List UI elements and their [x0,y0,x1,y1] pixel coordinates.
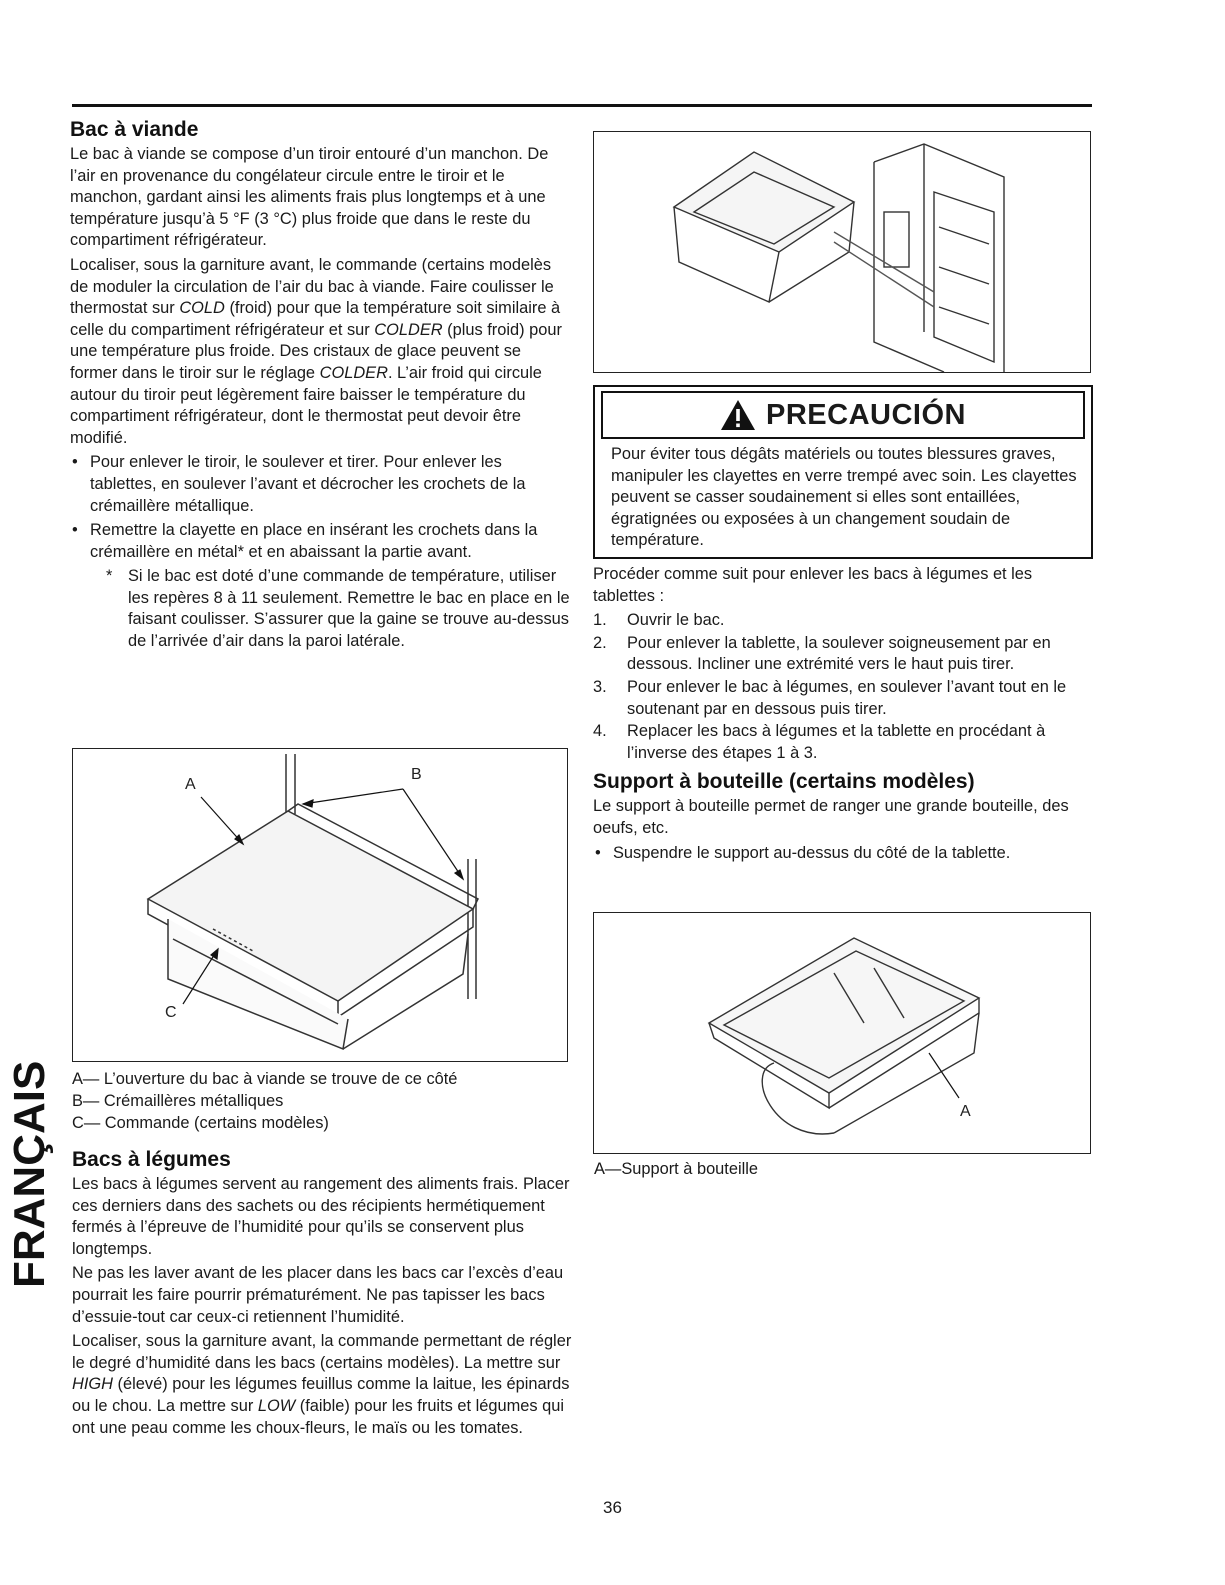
step-3-number: 3. [593,677,607,696]
bottle-figure-label-a: A [960,1103,971,1120]
warning-header [601,391,1085,439]
control-text-4: . L’air froid qui circule autour du tiroir peut légèrement faire baisser le température du compartiment réfrigérateur, dont le thermostat peut devoir être modifié. [70,363,542,447]
language-side-tab [4,1040,54,1290]
bacs-legumes-title: Bacs à légumes [72,1148,231,1171]
footnote [70,566,570,652]
humidity-text-3: (faible) pour les fruits et légumes qui ont une peau comme les choux-fleurs, le maïs ou les tomates. [72,1396,564,1437]
top-rule [72,104,1092,107]
legend-b: B— Crémaillères métalliques [72,1092,284,1110]
figure-label-b: B [411,766,422,783]
fridge-figure [593,131,1091,373]
humidity-text-2: (élevé) pour les légumes feuillus comme la laitue, les épinards ou le chou. La mettre sur [72,1375,570,1415]
bottle-support-illustration [594,913,1090,1153]
bullet-remove-drawer: • Pour enlever le tiroir, le soulever et tirer. Pour enlever les tablettes, en soulever l’avant et décrocher les crochets de la crémaillère métallique. [70,452,570,517]
bacs-legumes-section [72,1148,572,1442]
cold-setting: COLD [179,299,225,318]
meat-drawer-figure [72,748,568,1062]
bacs-legumes-p2: Ne pas les laver avant de les placer dans les bacs car l’excès d’eau pourrait les faire pourrir prématurément. Ne pas tapisser les bacs d’essuie-tout car ceux-ci retiennent l’humidité. [72,1264,564,1326]
bacs-legumes-p1: Les bacs à légumes servent au rangement des aliments frais. Placer ces derniers dans des sachets ou des récipients hermétiquement fermés à l’épreuve de l’humidité pour qu’ils se conservent plus longtemps. [72,1175,570,1258]
bacs-legumes-p3 [72,1331,572,1439]
step-1-text: Ouvrir le bac. [627,611,725,630]
meat-drawer-legend [72,1068,572,1134]
control-text-2: (froid) pour que la température soit similaire à celle du compartiment réfrigérateur et sur [70,299,561,339]
procedure-steps [593,610,1093,764]
page-number: 36 [603,1498,622,1517]
bac-viande-intro: Le bac à viande se compose d’un tiroir entouré d’un manchon. De l’air en provenance du congélateur circule entre le tiroir et le manchon, gardant ainsi les aliments frais plus longtemps et à une température jusqu’à 5 °F (3 °C) plus froide que dans le reste du compartiment réfrigérateur. [70,145,549,250]
bullet-replace-shelf: • Remettre la clayette en place en insérant les crochets dans la crémaillère en métal* et en abaissant la partie avant. [70,520,570,563]
fridge-illustration [594,132,1090,372]
step-3 [593,677,1093,720]
procedure-intro: Procéder comme suit pour enlever les bacs à légumes et les tablettes : [593,565,1033,605]
step-1-number: 1. [593,611,607,630]
warning-text: Pour éviter tous dégâts matériels ou toutes blessures graves, manipuler les clayettes en verre trempé avec soin. Les clayettes peuvent se casser soudainement si elles sont entaillées, égratignées ou exposées à un changement soudain de température. [611,445,1077,550]
step-2 [593,633,1093,676]
control-text-3: (plus froid) pour une température plus froide. Des cristaux de glace peuvent se former dans le tiroir sur le réglage [70,320,562,382]
low-setting: LOW [257,1396,296,1415]
humidity-text-1: Localiser, sous la garniture avant, la commande permettant de régler le degré d’humidité dans les bacs (certains modèles). La mettre sur [72,1332,572,1372]
step-2-number: 2. [593,633,607,652]
step-1 [593,610,1093,632]
figure-label-a: A [185,776,196,793]
colder-setting-2: COLDER [319,363,388,382]
step-4-text: Replacer les bacs à légumes et la tablette en procédant à l’inverse des étapes 1 à 3. [627,722,1046,762]
high-setting: HIGH [72,1375,113,1394]
left-column [70,118,570,653]
bac-viande-bullets [70,452,570,563]
bac-viande-title: Bac à viande [70,118,199,141]
warning-box [593,385,1093,559]
control-text-1: Localiser, sous la garniture avant, le commande (certains modelès de moduler la circulation de l’air du bac à viande. Faire coulisser le thermostat sur [70,255,554,318]
legend-a: A— L’ouverture du bac à viande se trouve de ce côté [72,1070,458,1088]
bottle-support-legend: A—Support à bouteille [594,1160,759,1178]
figure-label-c: C [165,1004,177,1021]
language-tab-label [4,1040,54,1290]
step-2-text: Pour enlever la tablette, la soulever soigneusement par en dessous. Incliner une extrémité vers le haut puis tirer. [627,633,1051,674]
support-bouteille-text: Le support à bouteille permet de ranger une grande bouteille, des oeufs, etc. [593,797,1069,837]
step-4-number: 4. [593,722,607,741]
colder-setting: COLDER [374,320,443,339]
warning-icon [720,399,756,431]
legend-c: C— Commande (certains modèles) [72,1114,329,1132]
bottle-support-figure [593,912,1091,1154]
bullet-hang-support: • Suspendre le support au-dessus du côté de la tablette. [593,843,1093,865]
support-bouteille-bullets [593,843,1093,865]
procedure-section [593,564,1093,867]
step-4 [593,721,1093,764]
bac-viande-control-paragraph [70,255,570,449]
support-bouteille-title: Support à bouteille (certains modèles) [593,770,975,794]
side-tab-text: FRANÇAIS [5,1060,54,1288]
footnote-star: * [106,567,113,586]
step-3-text: Pour enlever le bac à légumes, en soulever l’avant tout en le soutenant par en dessous puis tirer. [627,677,1067,718]
warning-title: PRECAUCIÓN [766,398,966,431]
meat-drawer-illustration [73,749,567,1061]
footnote-text: Si le bac est doté d’une commande de température, utiliser les repères 8 à 11 seulement. Remettre le bac en place en le faisant coulisser. S’assurer que la gaine se trouve au-dessus de l’arrivée d’air dans la paroi latérale. [128,567,570,651]
